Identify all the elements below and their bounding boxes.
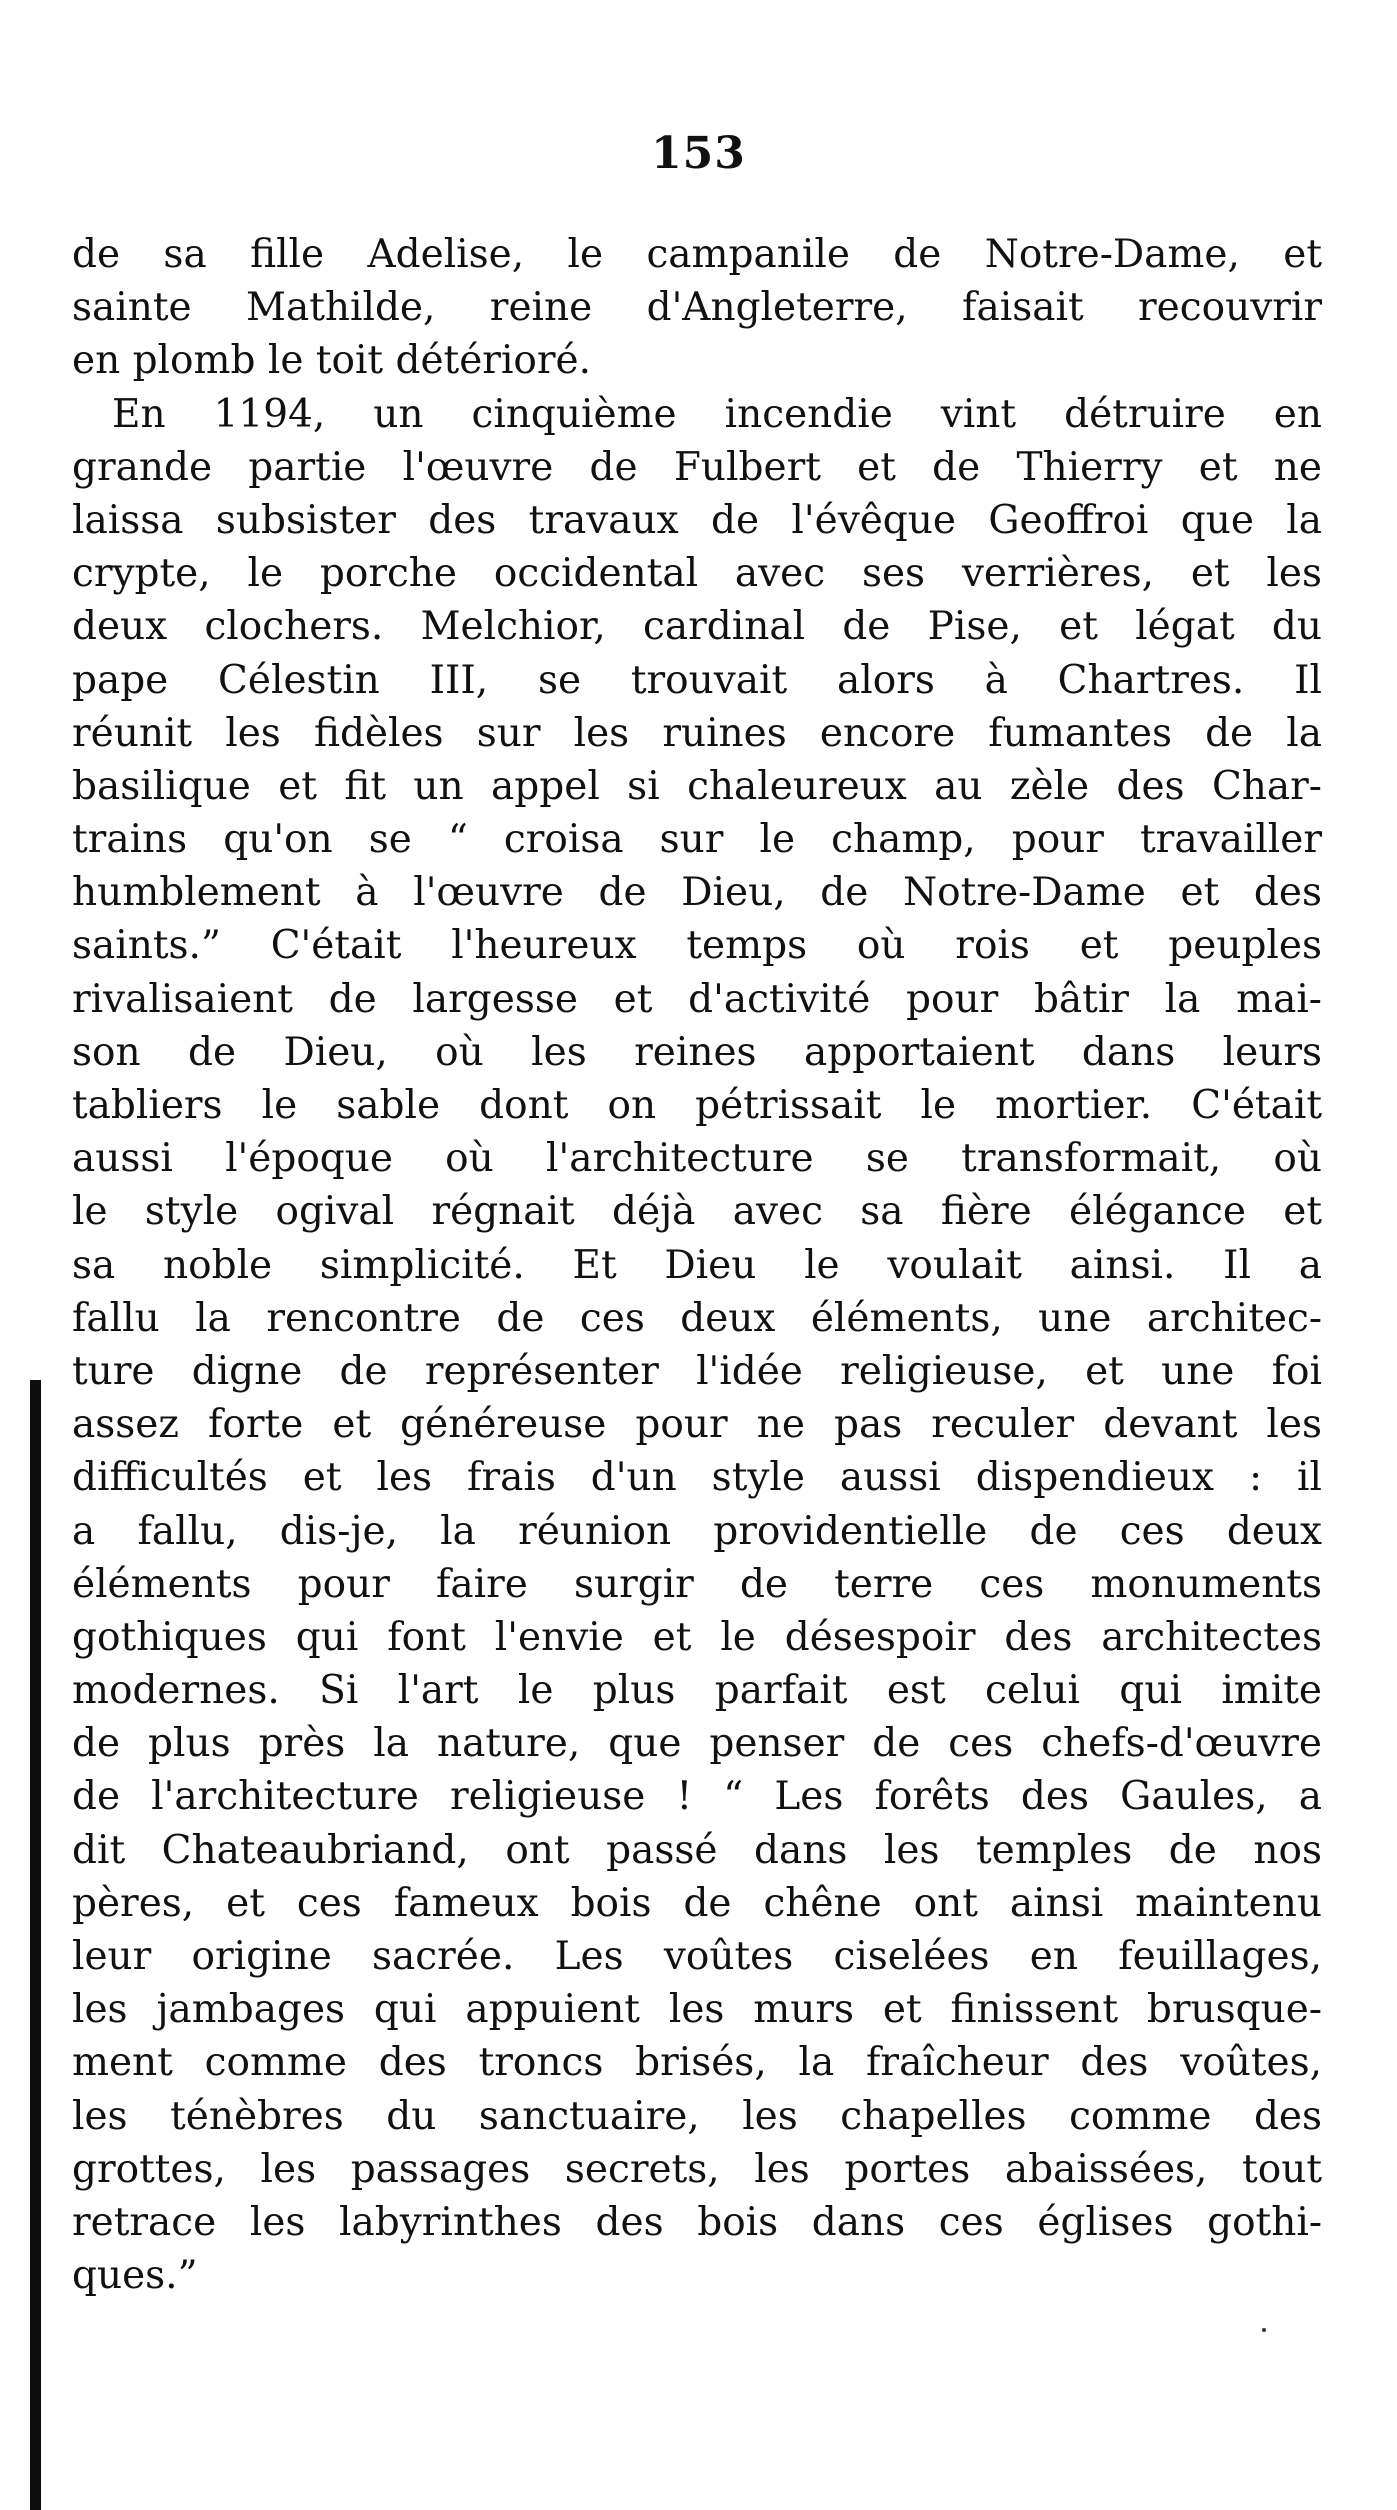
text-line: difficultés et les frais d'un style aussi dispendieux : il xyxy=(72,1455,1322,1501)
text-line: grande partie l'œuvre de Fulbert et de Thierry et ne xyxy=(72,444,1322,490)
text-line: a fallu, dis-je, la réunion providentielle de ces deux xyxy=(72,1508,1322,1554)
text-line: les ténèbres du sanctuaire, les chapelles comme des xyxy=(72,2093,1322,2139)
text-line: gothiques qui font l'envie et le désespoir des architectes xyxy=(72,1614,1322,1660)
text-line: laissa subsister des travaux de l'évêque Geoffroi que la xyxy=(72,497,1322,543)
text-line: ture digne de représenter l'idée religieuse, et une foi xyxy=(72,1348,1322,1394)
page-number: 153 xyxy=(651,128,746,179)
text-line: pères, et ces fameux bois de chêne ont ainsi maintenu xyxy=(72,1880,1322,1926)
text-line: ques.” xyxy=(72,2253,198,2299)
page-speck xyxy=(1262,2328,1266,2332)
text-line: pape Célestin III, se trouvait alors à Chartres. Il xyxy=(72,657,1322,703)
text-line: éléments pour faire surgir de terre ces monuments xyxy=(72,1561,1322,1607)
text-line: grottes, les passages secrets, les portes abaissées, tout xyxy=(72,2146,1322,2192)
text-line: sa noble simplicité. Et Dieu le voulait ainsi. Il a xyxy=(72,1242,1322,1288)
text-line: de l'architecture religieuse ! “ Les forêts des Gaules, a xyxy=(72,1774,1322,1820)
text-line: ment comme des troncs brisés, la fraîcheur des voûtes, xyxy=(72,2040,1322,2086)
text-line: crypte, le porche occidental avec ses verrières, et les xyxy=(72,551,1322,597)
text-line: dit Chateaubriand, ont passé dans les temples de nos xyxy=(72,1827,1322,1873)
text-line: saints.” C'était l'heureux temps où rois et peuples xyxy=(72,923,1322,969)
text-line: de sa fille Adelise, le campanile de Notre-Dame, et xyxy=(72,232,1322,277)
text-line: aussi l'époque où l'architecture se transformait, où xyxy=(72,1136,1322,1182)
page-edge-shadow xyxy=(30,1380,41,2510)
text-line: humblement à l'œuvre de Dieu, de Notre-Dame et des xyxy=(72,870,1322,916)
text-line: En 1194, un cinquième incendie vint détruire en xyxy=(112,391,1322,437)
text-line: le style ogival régnait déjà avec sa fière élégance et xyxy=(72,1189,1322,1235)
text-line: rivalisaient de largesse et d'activité pour bâtir la mai- xyxy=(72,976,1322,1022)
text-line: assez forte et généreuse pour ne pas reculer devant les xyxy=(72,1402,1322,1448)
text-line: leur origine sacrée. Les voûtes ciselées en feuillages, xyxy=(72,1934,1322,1979)
text-line: de plus près la nature, que penser de ces chefs-d'œuvre xyxy=(72,1721,1322,1767)
text-line: son de Dieu, où les reines apportaient dans leurs xyxy=(72,1029,1322,1075)
body-text xyxy=(72,228,1322,2302)
text-line: en plomb le toit détérioré. xyxy=(72,338,592,384)
text-line: modernes. Si l'art le plus parfait est celui qui imite xyxy=(72,1668,1322,1714)
text-line: les jambages qui appuient les murs et finissent brusque- xyxy=(72,1987,1322,2033)
text-line: sainte Mathilde, reine d'Angleterre, faisait recouvrir xyxy=(72,285,1322,331)
text-line: trains qu'on se “ croisa sur le champ, pour travailler xyxy=(72,817,1322,863)
text-line: fallu la rencontre de ces deux éléments, une architec- xyxy=(72,1295,1322,1341)
text-line: réunit les fidèles sur les ruines encore fumantes de la xyxy=(72,710,1322,756)
text-line: deux clochers. Melchior, cardinal de Pise, et légat du xyxy=(72,604,1322,650)
text-line: tabliers le sable dont on pétrissait le mortier. C'était xyxy=(72,1083,1322,1128)
text-line: retrace les labyrinthes des bois dans ces églises gothi- xyxy=(72,2199,1322,2245)
text-line: basilique et fit un appel si chaleureux au zèle des Char- xyxy=(72,763,1322,809)
